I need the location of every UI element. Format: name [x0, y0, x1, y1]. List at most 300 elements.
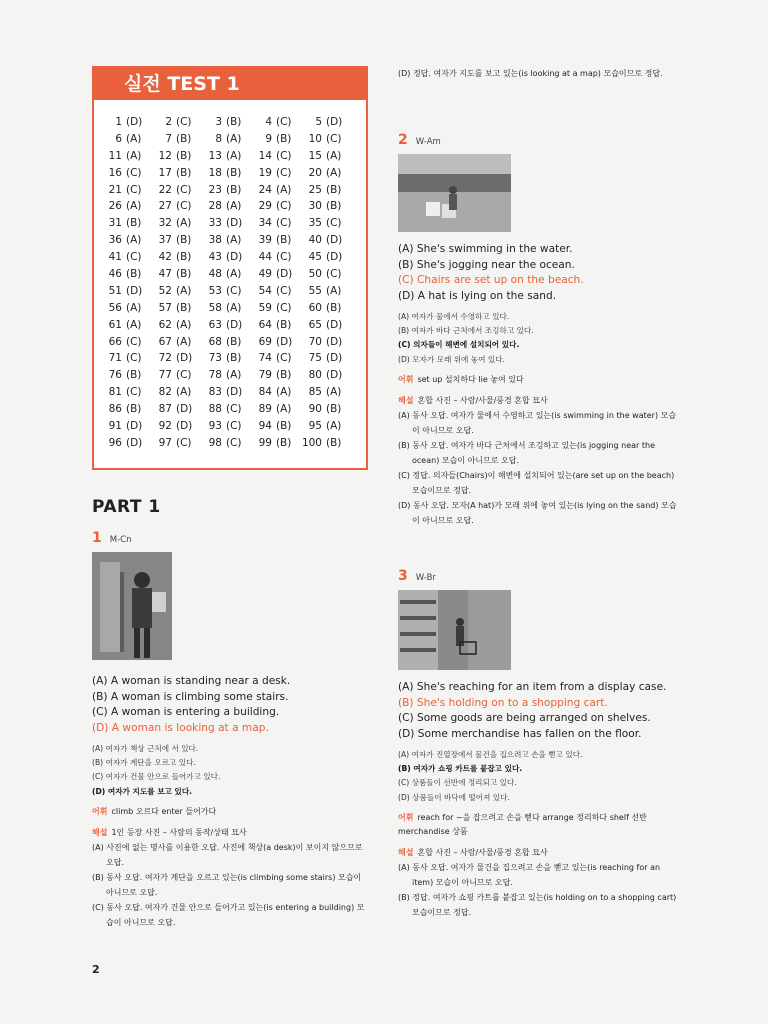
explanation-item: (D) 동사 오답. 모자(A hat)가 모래 위에 놓여 있는(is lying on the sand) 모습이 아니므로 오답. — [398, 500, 677, 525]
answer-letter: (D) — [176, 403, 193, 416]
answer-number: 52 — [158, 284, 172, 297]
answer-number: 74 — [258, 352, 272, 365]
answer-number: 73 — [208, 352, 222, 365]
answer-letter: (B) — [276, 369, 292, 382]
answer-number: 19 — [258, 166, 272, 179]
answer-number: 16 — [108, 166, 122, 179]
option-line: (D) Some merchandise has fallen on the floor. — [398, 727, 642, 740]
explanation-item: (A) 동사 오답. 여자가 물건을 집으려고 손을 뻗고 있는(is reaching for an item) 모습이 아니므로 오답. — [398, 862, 661, 887]
answer-letter: (C) — [276, 284, 292, 297]
answer-cell — [102, 384, 152, 401]
explanation-item: (A) 동사 오답. 여자가 물에서 수영하고 있는(is swimming in the water) 모습이 아니므로 오답. — [398, 410, 677, 435]
question-number: 1 — [92, 530, 102, 546]
answer-cell — [252, 215, 302, 232]
answer-number: 77 — [158, 369, 172, 382]
answer-cell — [152, 232, 202, 249]
answer-number: 68 — [208, 335, 222, 348]
answer-number: 2 — [165, 116, 172, 128]
vocab-text: set up 설치하다 lie 놓여 있다 — [417, 374, 524, 384]
answer-number: 36 — [108, 234, 122, 247]
answer-letter: (C) — [326, 132, 342, 145]
answer-cell — [202, 131, 252, 148]
answer-number: 98 — [208, 436, 222, 449]
woman-reading-map-photo — [92, 552, 172, 660]
question-number: 2 — [398, 132, 408, 148]
answer-letter: (B) — [276, 420, 292, 433]
answer-cell — [302, 182, 352, 199]
answer-number: 72 — [158, 352, 172, 365]
answer-key-box — [92, 66, 368, 470]
option-line: (B) 여자가 쇼핑 카트를 붙잡고 있다. — [398, 764, 523, 774]
option-line: (B) 여자가 바다 근처에서 조깅하고 있다. — [398, 326, 534, 336]
answer-letter: (A) — [126, 301, 142, 314]
answer-letter: (D) — [276, 268, 293, 281]
answer-number: 26 — [108, 200, 122, 213]
question-3-header — [398, 568, 680, 584]
answer-cell — [252, 198, 302, 215]
answer-cell — [102, 300, 152, 317]
answer-number: 53 — [208, 284, 222, 297]
answer-letter: (C) — [176, 200, 192, 213]
answer-row — [102, 435, 352, 452]
part-title: PART 1 — [92, 497, 161, 517]
answer-cell — [152, 215, 202, 232]
question-2-options-en — [398, 242, 680, 304]
answer-letter: (C) — [226, 403, 242, 416]
answer-letter: (A) — [326, 149, 342, 162]
vocab-tag: 어휘 — [398, 374, 414, 384]
explanation-item: (B) 정답. 여자가 쇼핑 카트를 붙잡고 있는(is holding on to a shopping cart) 모습이므로 정답. — [398, 892, 677, 917]
answer-number: 20 — [308, 166, 322, 179]
answer-number: 41 — [108, 251, 122, 264]
answer-number: 43 — [208, 251, 222, 264]
answer-number: 22 — [158, 183, 172, 196]
answer-cell — [302, 384, 352, 401]
answer-cell — [102, 198, 152, 215]
answer-cell — [302, 300, 352, 317]
option-line: (C) 의자들이 해변에 설치되어 있다. — [398, 340, 520, 350]
answer-number: 93 — [208, 420, 222, 433]
answer-letter: (C) — [126, 335, 142, 348]
answer-number: 40 — [308, 234, 322, 247]
answer-cell — [302, 435, 352, 452]
store-shelves-photo — [398, 590, 511, 670]
explanation-head: 혼합 사진 – 사람/사물/풍경 혼합 묘사 — [417, 395, 548, 405]
answer-letter: (B) — [176, 149, 192, 162]
answer-number: 60 — [308, 301, 322, 314]
answer-letter: (D) — [126, 284, 143, 297]
answer-letter: (B) — [226, 352, 242, 365]
answer-cell — [302, 283, 352, 300]
question-1-header — [92, 530, 368, 546]
answer-cell — [302, 249, 352, 266]
question-3-vocab — [398, 811, 680, 839]
answer-number: 84 — [258, 386, 272, 399]
answer-number: 23 — [208, 183, 222, 196]
option-line: (B) She's jogging near the ocean. — [398, 258, 575, 271]
answer-number: 10 — [308, 132, 322, 145]
answer-letter: (A) — [226, 234, 242, 247]
answer-cell — [202, 384, 252, 401]
answer-number: 1 — [115, 116, 122, 128]
answer-cell — [152, 131, 202, 148]
answer-number: 51 — [108, 284, 122, 297]
answer-number: 78 — [208, 369, 222, 382]
explanation-head: 혼합 사진 – 사람/사물/풍경 혼합 묘사 — [417, 847, 548, 857]
option-line: (D) A hat is lying on the sand. — [398, 289, 557, 302]
answer-cell — [202, 350, 252, 367]
answer-number: 34 — [258, 217, 272, 230]
answer-cell — [102, 266, 152, 283]
answer-number: 31 — [108, 217, 122, 230]
explanation-tag: 해설 — [92, 827, 108, 837]
answer-number: 54 — [258, 284, 272, 297]
answer-number: 94 — [258, 420, 272, 433]
answer-row — [102, 283, 352, 300]
answer-row — [102, 350, 352, 367]
answer-number: 57 — [158, 301, 172, 314]
answer-letter: (D) — [326, 369, 343, 382]
answer-letter: (D) — [326, 234, 343, 247]
answer-cell — [102, 165, 152, 182]
vocab-text: reach for ~을 잡으려고 손을 뻗다 arrange 정리하다 shelf 선반 merchandise 상품 — [398, 812, 647, 836]
answer-number: 7 — [165, 132, 172, 145]
option-line: (C) Chairs are set up on the beach. — [398, 274, 584, 286]
answer-cell — [252, 131, 302, 148]
answer-cell — [102, 418, 152, 435]
option-line: (D) 상품들이 바닥에 떨어져 있다. — [398, 792, 510, 802]
answer-cell — [252, 182, 302, 199]
answer-number: 67 — [158, 335, 172, 348]
answer-cell — [302, 334, 352, 351]
explanation-item: (A) 사진에 없는 명사를 이용한 오답. 사진에 책상(a desk)이 보이지 않으므로 오답. — [92, 842, 363, 867]
explanation-tag: 해설 — [398, 847, 414, 857]
answer-number: 75 — [308, 352, 322, 365]
answer-letter: (A) — [226, 301, 242, 314]
answer-row — [102, 114, 352, 131]
question-2-header — [398, 132, 680, 148]
answer-row — [102, 317, 352, 334]
answer-cell — [252, 350, 302, 367]
answer-number: 14 — [258, 149, 272, 162]
answer-cell — [202, 165, 252, 182]
answer-number: 44 — [258, 251, 272, 264]
answer-number: 83 — [208, 386, 222, 399]
answer-cell — [302, 266, 352, 283]
answer-letter: (B) — [276, 318, 292, 331]
answer-letter: (A) — [126, 149, 142, 162]
answer-cell — [152, 266, 202, 283]
explanation-item: (B) 동사 오답. 여자가 바다 근처에서 조깅하고 있는(is jogging near the ocean) 모습이 아니므로 오답. — [398, 440, 656, 465]
answer-cell — [152, 350, 202, 367]
explanation-head: 1인 등장 사진 – 사람의 동작/상태 묘사 — [111, 827, 247, 837]
answer-row — [102, 384, 352, 401]
answer-cell — [202, 114, 252, 131]
answer-cell — [102, 249, 152, 266]
answer-letter: (A) — [326, 166, 342, 179]
answer-letter: (C) — [276, 251, 292, 264]
answer-letter: (C) — [126, 183, 142, 196]
answer-cell — [102, 401, 152, 418]
explanation-item: (D) 정답. 여자가 지도를 보고 있는(is looking at a map) 모습이므로 정답. — [398, 69, 663, 78]
answer-number: 27 — [158, 200, 172, 213]
answer-number: 80 — [308, 369, 322, 382]
answer-number: 42 — [158, 251, 172, 264]
answer-letter: (B) — [325, 436, 342, 449]
answer-number: 92 — [158, 420, 172, 433]
answer-cell — [302, 131, 352, 148]
question-2-options-ko — [398, 310, 680, 367]
answer-cell — [152, 165, 202, 182]
answer-letter: (A) — [276, 403, 292, 416]
question-2 — [398, 132, 680, 528]
answer-number: 8 — [215, 132, 222, 145]
answer-number: 76 — [108, 369, 122, 382]
answer-letter: (C) — [276, 166, 292, 179]
option-line: (C) A woman is entering a building. — [92, 706, 280, 718]
answer-cell — [202, 182, 252, 199]
answer-cell — [252, 418, 302, 435]
answer-letter: (C) — [276, 301, 292, 314]
answer-number: 28 — [208, 200, 222, 213]
answer-number: 4 — [265, 116, 272, 128]
answer-cell — [202, 435, 252, 452]
answer-letter: (B) — [276, 234, 292, 247]
answer-row — [102, 148, 352, 165]
answer-row — [102, 182, 352, 199]
answer-letter: (C) — [126, 352, 142, 365]
answer-cell — [302, 317, 352, 334]
answer-letter: (A) — [226, 149, 242, 162]
option-line: (A) 여자가 책상 근처에 서 있다. — [92, 744, 199, 753]
answer-cell — [252, 266, 302, 283]
answer-letter: (C) — [276, 217, 292, 230]
answer-letter: (B) — [176, 268, 192, 281]
answer-number: 50 — [308, 268, 322, 281]
answer-row — [102, 249, 352, 266]
question-3 — [398, 568, 680, 920]
answer-cell — [252, 249, 302, 266]
question-1-explanation — [92, 825, 368, 930]
question-3-options-en — [398, 680, 680, 742]
answer-letter: (A) — [326, 284, 342, 297]
answer-number: 38 — [208, 234, 222, 247]
answer-cell — [252, 367, 302, 384]
answer-cell — [302, 114, 352, 131]
answer-number: 86 — [108, 403, 122, 416]
answer-cell — [102, 148, 152, 165]
answer-letter: (A) — [176, 318, 192, 331]
answer-number: 24 — [258, 183, 272, 196]
vocab-tag: 어휘 — [92, 806, 108, 816]
answer-cell — [202, 367, 252, 384]
answer-cell — [152, 198, 202, 215]
answer-number: 3 — [215, 116, 222, 128]
answer-letter: (B) — [126, 369, 142, 382]
answer-letter: (B) — [326, 200, 342, 213]
answer-letter: (B) — [176, 251, 192, 264]
answer-number: 66 — [108, 335, 122, 348]
answer-letter: (B) — [126, 268, 142, 281]
answer-number: 32 — [158, 217, 172, 230]
answer-cell — [202, 266, 252, 283]
option-line: (C) 여자가 건물 안으로 들어가고 있다. — [92, 772, 221, 782]
option-line: (D) A woman is looking at a map. — [92, 721, 269, 734]
answer-letter: (B) — [326, 301, 342, 314]
answer-number: 39 — [258, 234, 272, 247]
answer-letter: (D) — [326, 318, 343, 331]
answer-number: 88 — [208, 403, 222, 416]
option-line: (A) 여자가 물에서 수영하고 있다. — [398, 312, 510, 321]
vocab-text: climb 오르다 enter 들어가다 — [111, 806, 217, 816]
answer-row — [102, 401, 352, 418]
answer-letter: (D) — [176, 420, 193, 433]
answer-letter: (A) — [226, 200, 242, 213]
answer-cell — [252, 401, 302, 418]
answer-letter: (B) — [226, 183, 242, 196]
answer-number: 47 — [158, 268, 172, 281]
speaker-label: M-Cn — [109, 535, 132, 545]
answer-letter: (B) — [226, 116, 242, 128]
answer-number: 81 — [108, 386, 122, 399]
answer-cell — [252, 283, 302, 300]
answer-number: 9 — [265, 132, 272, 145]
page-number: 2 — [92, 963, 100, 976]
answer-letter: (D) — [326, 352, 343, 365]
answer-row — [102, 334, 352, 351]
answer-letter: (C) — [226, 284, 242, 297]
question-1-continued — [398, 66, 680, 81]
answer-cell — [302, 367, 352, 384]
question-1-vocab — [92, 805, 368, 819]
question-2-photo — [398, 154, 511, 232]
answer-cell — [152, 249, 202, 266]
answer-number: 48 — [208, 268, 222, 281]
answer-cell — [252, 300, 302, 317]
answer-letter: (A) — [326, 386, 342, 399]
answer-number: 61 — [108, 318, 122, 331]
answer-number: 13 — [208, 149, 222, 162]
question-1-options-ko — [92, 742, 368, 799]
answer-letter: (A) — [326, 420, 342, 433]
answer-letter: (D) — [226, 217, 243, 230]
answer-number: 35 — [308, 217, 322, 230]
answer-number: 6 — [115, 132, 122, 145]
answer-cell — [102, 215, 152, 232]
answer-letter: (C) — [175, 436, 192, 449]
answer-cell — [102, 283, 152, 300]
answer-letter: (D) — [176, 352, 193, 365]
answer-letter: (A) — [276, 183, 292, 196]
answer-key-grid — [102, 114, 352, 452]
answer-cell — [152, 401, 202, 418]
answer-letter: (D) — [226, 386, 243, 399]
answer-number: 82 — [158, 386, 172, 399]
option-line: (A) She's reaching for an item from a display case. — [398, 681, 667, 693]
answer-row — [102, 418, 352, 435]
answer-key-title: 실전 TEST 1 — [94, 68, 366, 100]
answer-row — [102, 232, 352, 249]
answer-cell — [202, 418, 252, 435]
answer-letter: (C) — [126, 166, 142, 179]
question-1-options-en — [92, 674, 368, 736]
answer-cell — [252, 114, 302, 131]
speaker-label: W-Br — [415, 573, 436, 583]
question-3-photo — [398, 590, 511, 670]
answer-letter: (C) — [326, 217, 342, 230]
answer-letter: (D) — [326, 116, 343, 128]
answer-number: 11 — [108, 149, 122, 162]
option-line: (B) She's holding on to a shopping cart. — [398, 696, 608, 709]
answer-letter: (B) — [176, 166, 192, 179]
vocab-tag: 어휘 — [398, 812, 414, 822]
explanation-items — [398, 408, 680, 528]
answer-cell — [152, 182, 202, 199]
answer-cell — [202, 198, 252, 215]
answer-letter: (A) — [226, 369, 242, 382]
answer-row — [102, 367, 352, 384]
answer-row — [102, 165, 352, 182]
answer-cell — [152, 384, 202, 401]
explanation-items — [92, 840, 368, 930]
answer-number: 91 — [108, 420, 122, 433]
answer-letter: (B) — [176, 234, 192, 247]
answer-number: 30 — [308, 200, 322, 213]
answer-cell — [202, 249, 252, 266]
answer-letter: (A) — [126, 132, 142, 145]
answer-cell — [252, 317, 302, 334]
answer-row — [102, 300, 352, 317]
answer-number: 56 — [108, 301, 122, 314]
answer-letter: (C) — [276, 352, 292, 365]
answer-letter: (C) — [326, 268, 342, 281]
beach-chairs-photo — [398, 154, 511, 232]
option-line: (A) 여자가 진열장에서 물건을 집으려고 손을 뻗고 있다. — [398, 750, 583, 759]
answer-number: 63 — [208, 318, 222, 331]
answer-cell — [102, 317, 152, 334]
answer-row — [102, 215, 352, 232]
answer-cell — [252, 148, 302, 165]
answer-cell — [202, 148, 252, 165]
answer-cell — [252, 232, 302, 249]
explanation-items — [398, 860, 680, 920]
answer-number: 65 — [308, 318, 322, 331]
answer-number: 95 — [308, 420, 322, 433]
answer-cell — [102, 334, 152, 351]
answer-row — [102, 131, 352, 148]
answer-letter: (C) — [276, 200, 292, 213]
answer-letter: (B) — [126, 403, 142, 416]
answer-letter: (D) — [126, 116, 143, 128]
answer-cell — [102, 367, 152, 384]
answer-cell — [252, 165, 302, 182]
answer-cell — [152, 317, 202, 334]
answer-cell — [302, 198, 352, 215]
answer-letter: (D) — [125, 436, 143, 449]
answer-cell — [102, 114, 152, 131]
answer-number: 21 — [108, 183, 122, 196]
answer-letter: (A) — [176, 217, 192, 230]
answer-number: 70 — [308, 335, 322, 348]
answer-number: 79 — [258, 369, 272, 382]
answer-number: 49 — [258, 268, 272, 281]
answer-cell — [152, 367, 202, 384]
answer-letter: (C) — [126, 386, 142, 399]
answer-cell — [202, 317, 252, 334]
answer-cell — [102, 232, 152, 249]
option-line: (B) A woman is climbing some stairs. — [92, 690, 289, 703]
answer-number: 62 — [158, 318, 172, 331]
